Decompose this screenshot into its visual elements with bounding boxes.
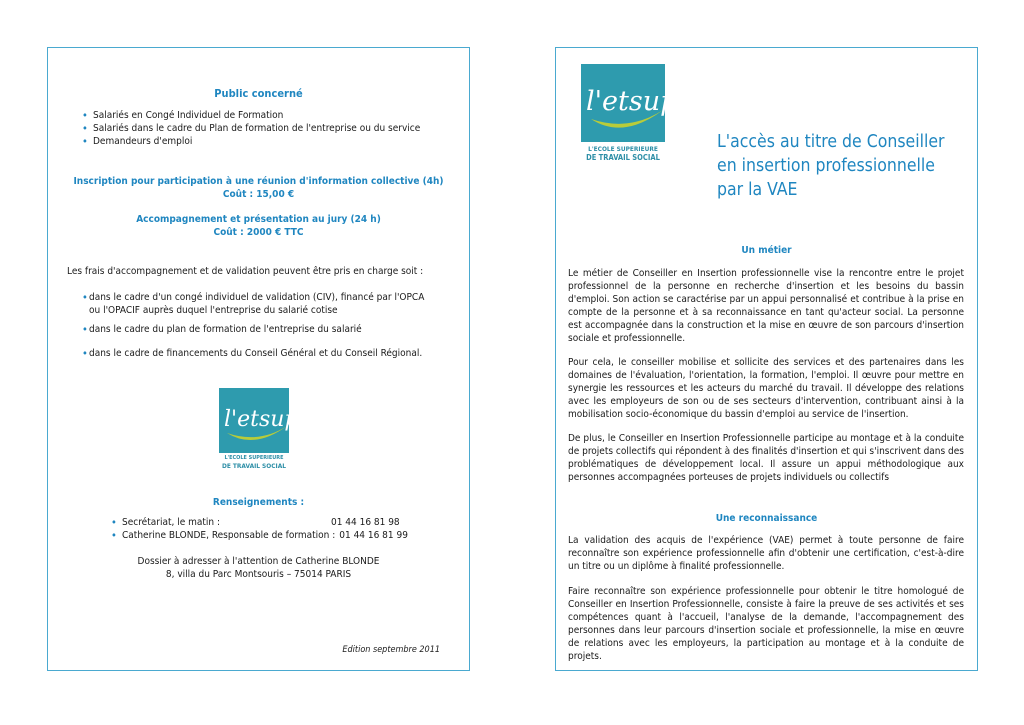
contact-label: Catherine BLONDE, Responsable de formation : — [122, 530, 336, 541]
logo-caption2: DE TRAVAIL SOCIAL — [222, 462, 286, 470]
logo-text: l'etsup — [586, 86, 678, 117]
logo-text: l'etsup — [224, 407, 299, 432]
metier-paragraph: De plus, le Conseiller en Insertion Professionnelle participe au montage et à la conduite de projets collectifs qui répondent à des finalités d'insertion et qui s'inscrivent dans des problématiques de développement local. Il assure un appui méthodologique aux personnes accompagnées porteuses de projets individuels ou collectifs — [568, 433, 964, 483]
logo-swoosh-icon — [219, 388, 299, 453]
etsup-logo — [219, 388, 299, 473]
etsup-logo — [581, 64, 678, 164]
edition-date: Edition septembre 2011 — [342, 645, 440, 655]
logo-swoosh-icon — [581, 64, 678, 142]
frais-list-2 — [81, 323, 461, 336]
contact-label: Secrétariat, le matin : — [122, 517, 220, 528]
metier-paragraph: Le métier de Conseiller en Insertion professionnelle vise la rencontre entre le projet professionnel de la personne en recherche d'insertion et les besoins du bassin d'emploi. Son action se caractérise par un appui personnalisé et contribue à la prise en compte de la personne et à sa reconnaissance en tant qu'acteur social. La personne est accompagnée dans la construction et la mise en œuvre de son parcours d'insertion sociale et professionnelle. — [568, 268, 964, 344]
public-item: • Salariés en Congé Individuel de Formation — [81, 109, 461, 122]
right-panel — [555, 47, 978, 671]
public-item: • Salariés dans le cadre du Plan de formation de l'entreprise ou du service — [81, 122, 461, 135]
reconnaissance-paragraph: La validation des acquis de l'expérience (VAE) permet à toute personne de faire reconnaître son expérience professionnelle afin d'obtenir une certification, c'est-à-dire un titre ou un diplôme à finalité professionnelle. — [568, 535, 964, 572]
contact-item — [110, 529, 410, 542]
title-line: en insertion professionnelle — [717, 156, 935, 176]
left-panel — [47, 47, 470, 671]
logo-square — [219, 388, 299, 453]
inscription-line1: Inscription pour participation à une réunion d'information collective (4h) — [73, 176, 444, 187]
metier-paragraph: Pour cela, le conseiller mobilise et sollicite des services et des partenaires dans les domaines de l'évaluation, l'orientation, la formation, l'emploi. Il œuvre pour mettre en synergie les ressources et les acteurs du marché du travail. Il développe des relations avec les employeurs de son ou de ses secteurs d'intervention, contribuant ainsi à la mobilisation socio-économique du bassin d'emploi au service de l'insertion. — [568, 357, 964, 420]
title-line: par la VAE — [717, 180, 798, 200]
contact-item — [110, 516, 410, 529]
logo-square — [581, 64, 678, 142]
frais-intro: Les frais d'accompagnement et de validation peuvent être pris en charge soit : — [67, 266, 424, 277]
accomp-cost: Coût : 2000 € TTC — [213, 227, 304, 238]
public-item: • Demandeurs d'emploi — [81, 135, 461, 148]
contact-phone: 01 44 16 81 99 — [339, 530, 408, 541]
reconnaissance-paragraph: Faire reconnaître son expérience professionnelle pour obtenir le titre homologué de Conseiller en Insertion Professionnelle, consiste à faire la preuve de ses activités et ses compétences quant à l'accueil, l'analyse de la demande, l'accompagnement des personnes dans leur parcours d'insertion sociale et professionnelle, la mise en œuvre de relations avec les employeurs, la participation au montage et à la conduite de projets. — [568, 586, 964, 662]
contact-phone: 01 44 16 81 98 — [331, 517, 400, 528]
logo-caption2: DE TRAVAIL SOCIAL — [586, 153, 660, 162]
frais-list-3 — [81, 347, 461, 360]
dossier-line1: Dossier à adresser à l'attention de Catherine BLONDE — [137, 556, 380, 567]
frais-item: • dans le cadre de financements du Conseil Général et du Conseil Régional. — [81, 347, 461, 360]
logo-caption1: L'ECOLE SUPERIEURE — [588, 145, 658, 153]
inscription-cost: Coût : 15,00 € — [222, 189, 295, 200]
page-title — [717, 130, 977, 198]
frais-item1-cont: ou l'OPACIF auprès duquel l'entreprise du salarié cotise — [89, 305, 338, 316]
public-title: Public concerné — [214, 87, 303, 100]
logo-caption1: L'ECOLE SUPERIEURE — [224, 455, 284, 461]
title-line: L'accès au titre de Conseiller — [717, 132, 945, 152]
dossier-line2: 8, villa du Parc Montsouris – 75014 PARIS — [165, 569, 352, 580]
frais-item: • dans le cadre d'un congé individuel de validation (CIV), financé par l'OPCA — [81, 291, 461, 304]
renseignements-title: Renseignements : — [212, 497, 305, 508]
section-metier-title: Un métier — [741, 245, 792, 256]
public-list — [81, 109, 461, 148]
frais-list — [81, 291, 461, 304]
section-reconnaissance-title: Une reconnaissance — [715, 513, 818, 524]
frais-item: • dans le cadre du plan de formation de l'entreprise du salarié — [81, 323, 461, 336]
contact-list — [110, 516, 410, 542]
accomp-line1: Accompagnement et présentation au jury (24 h) — [136, 214, 381, 225]
